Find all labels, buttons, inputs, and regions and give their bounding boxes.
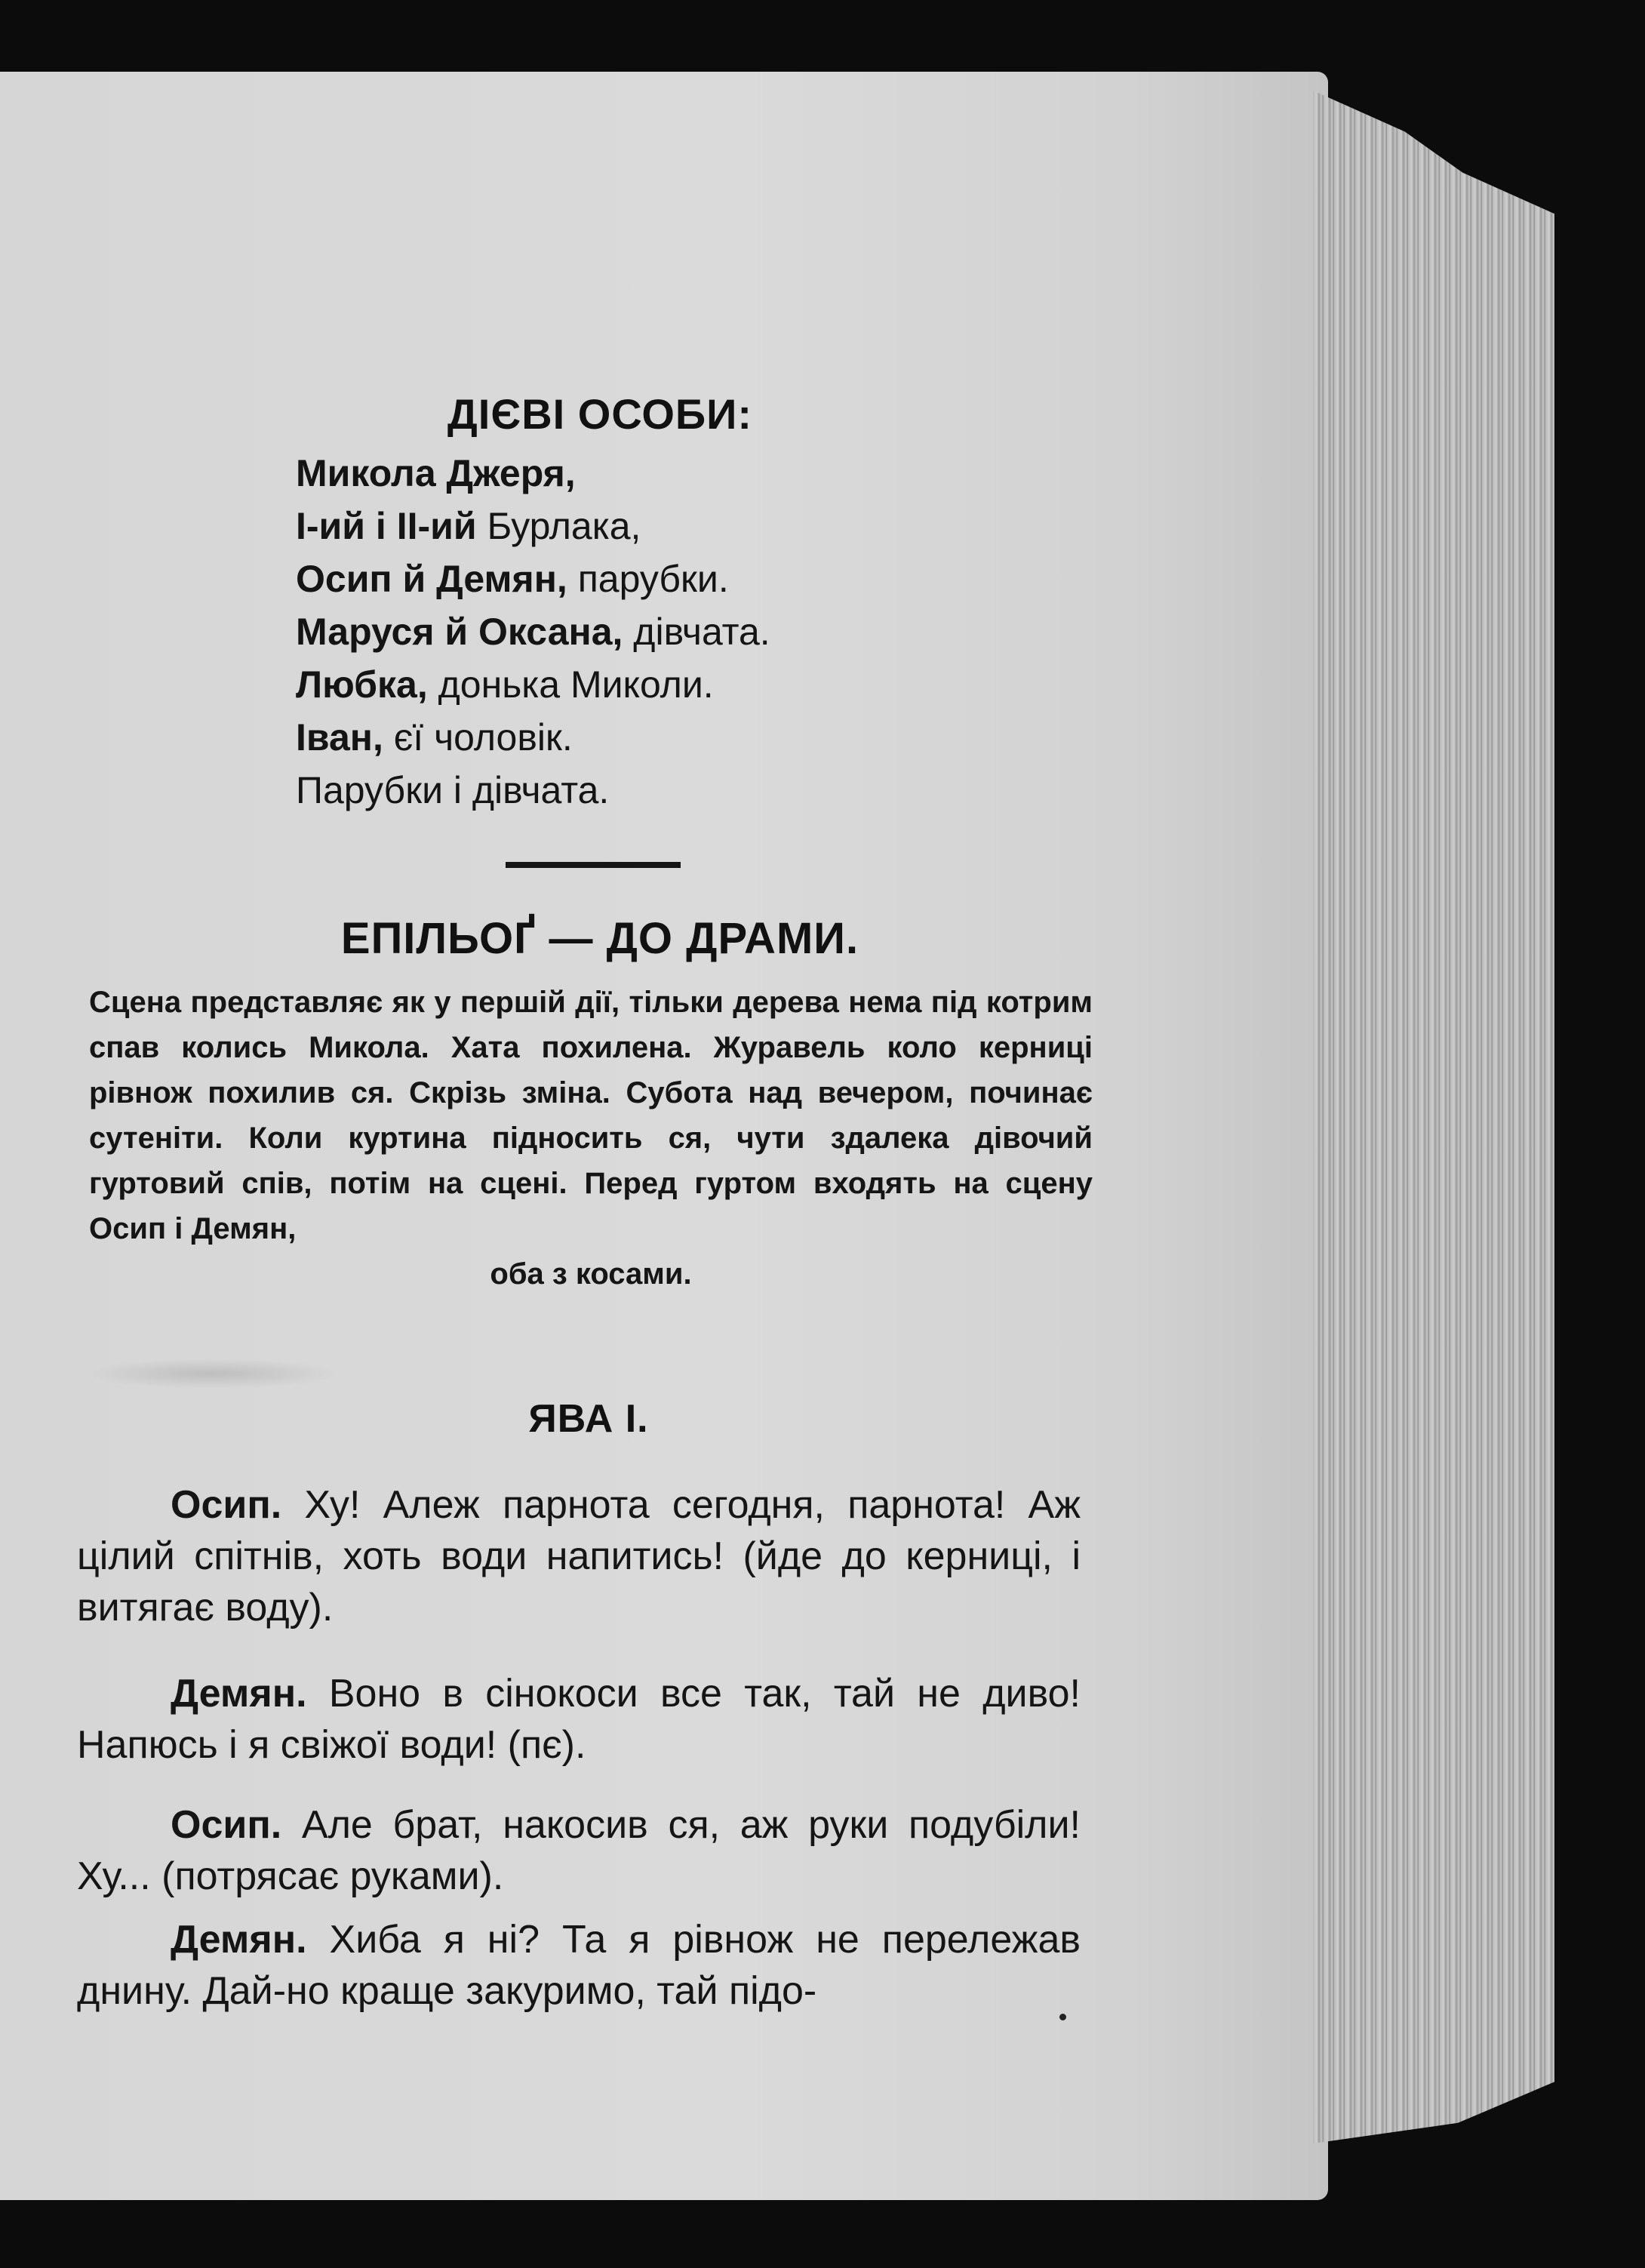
cast-role: парубки. — [567, 558, 729, 600]
cast-member — [296, 605, 770, 658]
dialogue-text: Але брат, накосив ся, аж руки подубіли! Ху... (потрясає руками). — [77, 1803, 1081, 1898]
dialogue-line — [77, 1914, 1081, 2017]
section-divider — [506, 862, 681, 868]
dialogue-text: Хиба я ні? Та я рівнож не перележав днину. Дай-но краще закуримо, тай підо- — [77, 1918, 1081, 2013]
dialogue-line — [77, 1799, 1081, 1902]
cast-role: донька Миколи. — [427, 663, 714, 706]
cast-member — [296, 500, 770, 552]
stage-direction — [89, 980, 1093, 1297]
speaker-name: Демян. — [171, 1672, 307, 1716]
dialogue-line — [77, 1668, 1081, 1771]
page-edges — [1313, 91, 1554, 2143]
cast-member — [296, 764, 770, 817]
scene-heading: ЯВА І. — [528, 1397, 649, 1441]
stage-direction-end: оба з косами. — [490, 1257, 692, 1291]
cast-role: єї чоловік. — [383, 716, 573, 759]
stage-direction-text: Сцена представляє як у першій дії, тільки дерева нема під котрим спав колись Микола. Хата похилена. Журавель коло керниці рівнож похилив ся. Скрізь зміна. Субота над вечером, починає сутеніти. Коли куртина підносить ся, чути здалека дівочий гуртовий спів, потім на сцені. Перед гуртом входять на сцену Осип і Демян, — [89, 986, 1093, 1245]
cast-name: Осип й Демян, — [296, 558, 567, 600]
epilogue-heading: ЕПІЛЬОҐ — ДО ДРАМИ. — [340, 914, 859, 963]
cast-role: дівчата. — [623, 611, 770, 653]
cast-heading: ДІЄВІ ОСОБИ: — [447, 390, 753, 438]
cast-member — [296, 711, 770, 764]
cast-name: І-ий і ІІ-ий — [296, 505, 477, 547]
cast-role: Бурлака, — [476, 505, 641, 547]
cast-member — [296, 552, 770, 605]
speaker-name: Осип. — [171, 1803, 282, 1847]
speaker-name: Осип. — [171, 1483, 282, 1527]
cast-name: Іван, — [296, 716, 383, 759]
cast-list — [296, 447, 770, 817]
cast-name: Любка, — [296, 663, 428, 706]
cast-role: Парубки і дівчата. — [296, 769, 610, 811]
cast-member — [296, 658, 770, 711]
speaker-name: Демян. — [171, 1918, 307, 1962]
dialogue-text: Ху! Алеж парнота сегодня, парнота! Аж цілий спітнів, хоть води напитись! (йде до керниці, і витягає воду). — [77, 1483, 1081, 1629]
cast-name: Маруся й Оксана, — [296, 611, 623, 653]
cast-name: Микола Джеря, — [296, 452, 576, 494]
dialogue-line — [77, 1479, 1081, 1633]
dialogue-text: Воно в сінокоси все так, тай не диво! Напюсь і я свіжої води! (пє). — [77, 1672, 1081, 1767]
cast-member — [296, 447, 770, 500]
print-smudge — [83, 1359, 340, 1389]
